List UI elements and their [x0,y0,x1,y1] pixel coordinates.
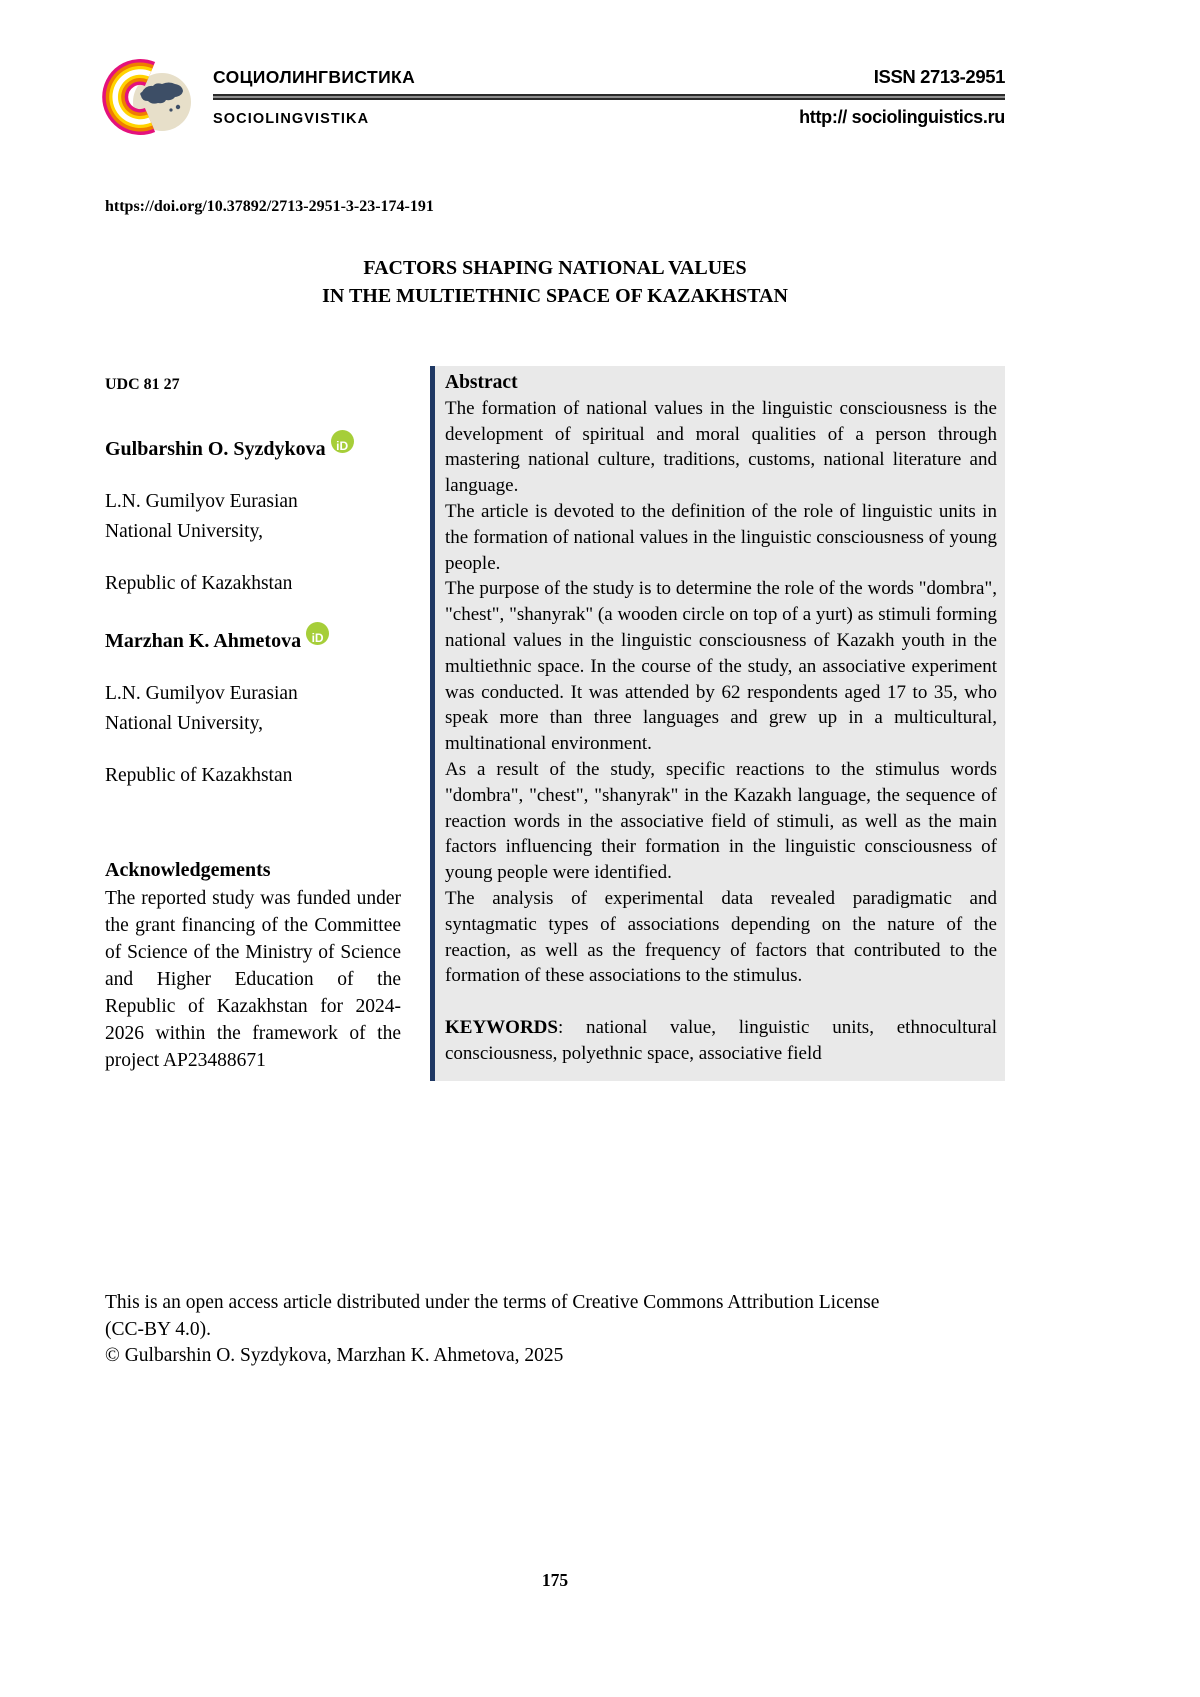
keywords-line [445,1015,997,1067]
map-island-dot [176,105,180,109]
udc-code: UDC 81 27 [105,376,180,393]
doi-link[interactable]: https://doi.org/10.37892/2713-2951-3-23-174-191 [105,198,434,215]
journal-title-latin: SOCIOLINGVISTIKA [213,111,370,127]
orcid-icon-label: iD [311,631,324,646]
license-block [105,1290,917,1370]
author-affiliation: L.N. Gumilyov Eurasian National University, [105,683,298,734]
author-block [105,626,401,791]
orcid-icon[interactable] [331,430,354,453]
author-block [105,434,401,599]
keywords-text: : national value, linguistic units, ethnocultural consciousness, polyethnic space, associative field [445,1017,997,1064]
article-title-line2: IN THE MULTIETHNIC SPACE OF KAZAKHSTAN [322,285,788,307]
acknowledgements-text: The reported study was funded under the grant financing of the Committee of Science of the Ministry of Science and Higher Education of the Republic of Kazakhstan for 2024-2026 within the framework of the project AP23488671 [105,888,401,1071]
header-text-block [213,66,1005,128]
copyright-line: © Gulbarshin O. Syzdykova, Marzhan K. Ahmetova, 2025 [105,1345,564,1366]
abstract-paragraph: The article is devoted to the definition of the role of linguistic units in the formation of national values in the linguistic consciousness of young people. [445,500,997,574]
abstract-heading: Abstract [445,372,518,393]
author-country: Republic of Kazakhstan [105,573,293,594]
article-title [105,254,1005,310]
header-bottom-row [213,107,1005,128]
map-island-dot [169,108,172,111]
orcid-icon[interactable] [306,622,329,645]
license-text: This is an open access article distributed under the terms of Creative Commons Attribution License (CC-BY 4.0). [105,1292,880,1340]
page-number: 175 [541,1570,569,1590]
abstract-paragraph: The purpose of the study is to determine the role of the words "dombra", "chest", "shanyrak" (a wooden circle on top of a yurt) as stimuli forming national values in the linguistic consciousness of Kazakh youth in the multiethnic space. In the course of the study, an associative experiment was conducted. It was attended by 62 respondents aged 17 to 35, who speak more than three languages and grew up in a multicultural, multinational environment. [445,578,997,755]
journal-logo-icon [98,58,198,138]
author-column [105,366,401,1074]
journal-website-link[interactable]: http:// sociolinguistics.ru [799,107,1005,127]
abstract-paragraph: The formation of national values in the linguistic consciousness is the development of spiritual and moral qualities of a person through mastering national culture, traditions, customs, national literature and language. [445,397,997,497]
abstract-box [430,366,1005,1081]
article-columns [105,366,1005,1081]
header-top-row [213,66,1005,88]
author-name: Marzhan K. Ahmetova [105,630,302,652]
keywords-label: KEYWORDS [445,1017,558,1039]
abstract-paragraph: The analysis of experimental data revealed paradigmatic and syntagmatic types of associations depending on the nature of the reaction, as well as the frequency of factors that contributed to the formation of these associations to the stimulus. [445,887,997,987]
abstract-paragraph: As a result of the study, specific reactions to the stimulus words "dombra", "chest", "shanyrak" in the Kazakh language, the sequence of reaction words in the associative field of stimuli, as well as the main factors influencing their formation in the linguistic consciousness of young people were identified. [445,758,997,884]
orcid-icon-label: iD [336,439,349,454]
article-title-line1: FACTORS SHAPING NATIONAL VALUES [363,257,747,279]
header-divider [213,94,1005,100]
author-affiliation: L.N. Gumilyov Eurasian National University, [105,491,298,542]
author-country: Republic of Kazakhstan [105,765,293,786]
acknowledgements-heading: Acknowledgements [105,859,271,881]
author-name: Gulbarshin O. Syzdykova [105,438,326,460]
journal-title-cyrillic: СОЦИОЛИНГВИСТИКА [213,67,416,87]
issn-label: ISSN 2713-2951 [873,66,1005,87]
